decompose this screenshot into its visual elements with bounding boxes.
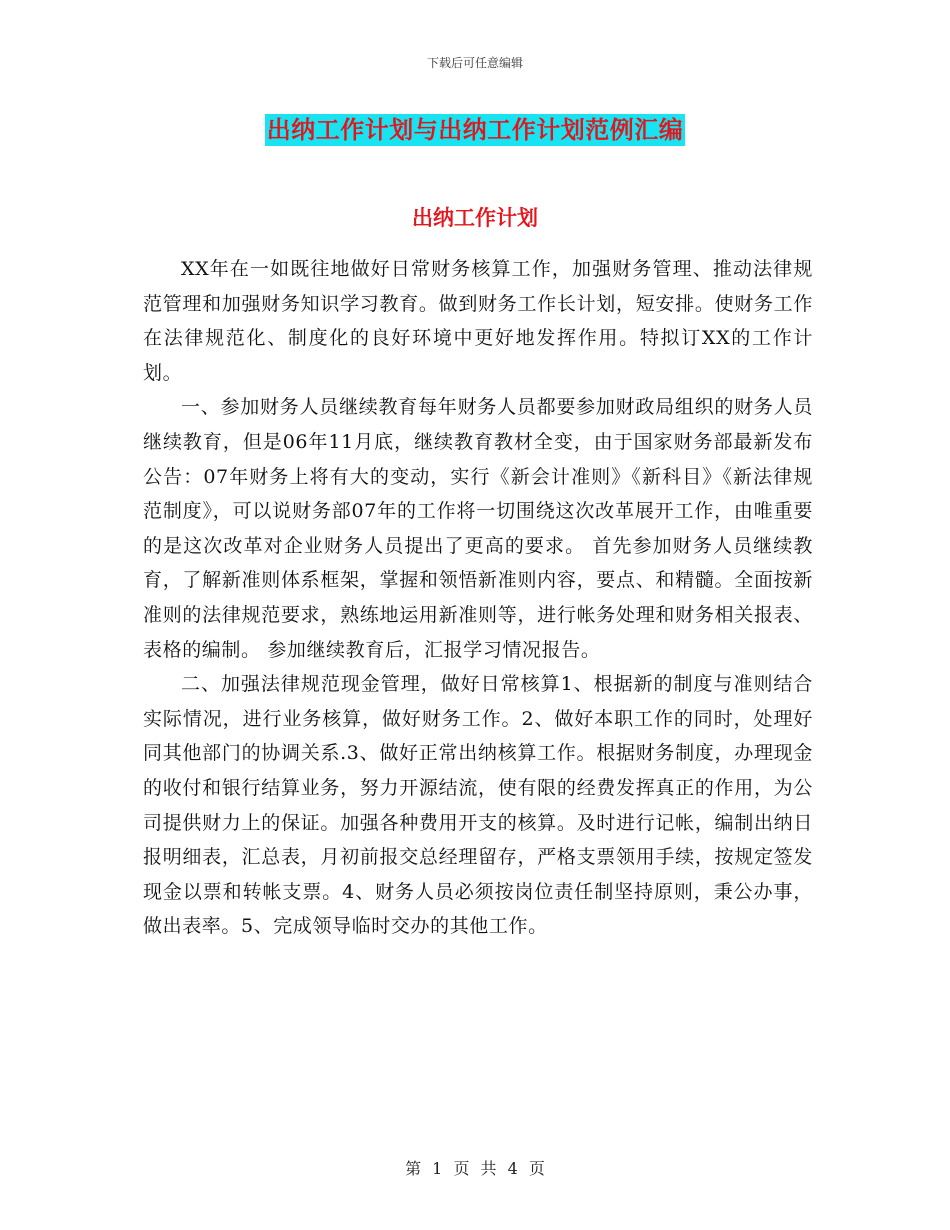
- paragraph-cash-management: 二、加强法律规范现金管理，做好日常核算1、根据新的制度与准则结合实际情况，进行业务核算，做好财务工作。2、做好本职工作的同时，处理好同其他部门的协调关系.3、做好正常出纳核算工作。根据财务制度，办理现金的收付和银行结算业务，努力开源结流，使有限的经费发挥真正的作用，为公司提供财力上的保证。加强各种费用开支的核算。及时进行记帐，编制出纳日报明细表，汇总表，月初前报交总经理留存，严格支票领用手续，按规定签发现金以票和转帐支票。4、财务人员必须按岗位责任制坚持原则，秉公办事，做出表率。5、完成领导临时交办的其他工作。: [143, 673, 813, 938]
- paragraph-continuing-education: 一、参加财务人员继续教育每年财务人员都要参加财政局组织的财务人员继续教育，但是06年11月底，继续教育教材全变，由于国家财务部最新发布公告：07年财务上将有大的变动，实行《新会计准则》《新科目》《新法律规范制度》，可以说财务部07年的工作将一切围绕这次改革展开工作，由唯重要的是这次改革对企业财务人员提出了更高的要求。 首先参加财务人员继续教育，了解新准则体系框架，掌握和领悟新准则内容，要点、和精髓。全面按新准则的法律规范要求，熟练地运用新准则等，进行帐务处理和财务相关报表、表格的编制。 参加继续教育后，汇报学习情况报告。: [143, 396, 813, 661]
- document-body: [143, 252, 813, 944]
- paragraph-intro: XX年在一如既往地做好日常财务核算工作，加强财务管理、推动法律规范管理和加强财务知识学习教育。做到财务工作长计划，短安排。使财务工作在法律规范化、制度化的良好环境中更好地发挥作用。特拟订XX的工作计划。: [143, 258, 813, 384]
- document-title-container: [0, 114, 950, 146]
- section-title: 出纳工作计划: [412, 206, 538, 230]
- document-title: 出纳工作计划与出纳工作计划范例汇编: [266, 116, 684, 144]
- page-footer: 第 1 页 共 4 页: [405, 1159, 545, 1178]
- page-header-note: 下载后可任意编辑: [426, 56, 523, 70]
